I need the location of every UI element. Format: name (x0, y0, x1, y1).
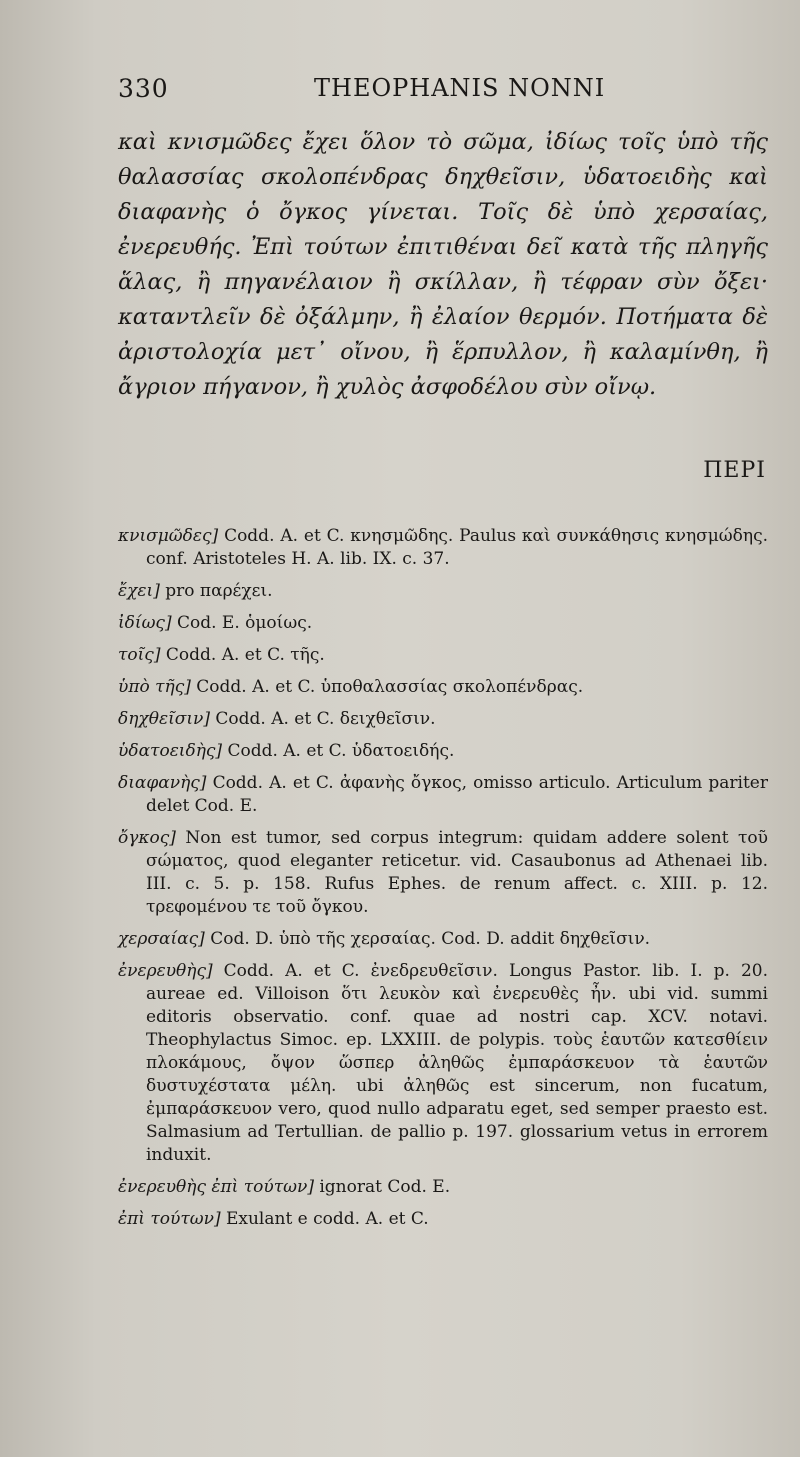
note-item (118, 580, 768, 603)
note-item (118, 1176, 768, 1199)
note-item (118, 644, 768, 667)
note-text: pro παρέχει. (165, 581, 273, 601)
note-item (118, 772, 768, 818)
note-lemma: ἰδίως] (118, 613, 172, 633)
note-text: Codd. A. et C. ἐνεδρευθεῖσιν. Longus Pastor. lib. I. p. 20. aureae ed. Villoison ὅτι λευκὸν καὶ ἐνερευθὲς ἦν. ubi vid. summi editoris observatio. conf. quae ad nostri cap. XCV. notavi. Theophylactus Simoc. ep. LXXIII. de polypis. τοὺς ἑαυτῶν κατεσθίειν πλοκάμους, ὄψον ὥσπερ ἀληθῶς ἐμπαράσκευον τὰ ἑαυτῶν δυστυχέστατα μέλη. ubi ἀληθῶς est sincerum, non fucatum, ἐμπαράσκευον vero, quod nullo adparatu eget, sed semper praesto est. Salmasium ad Tertullian. de pallio p. 197. glossarium vetus in errorem induxit. (146, 961, 769, 1165)
catchword: ΠΕΡΙ (703, 458, 766, 483)
page-header (118, 74, 758, 108)
note-lemma: κνισμῶδες] (118, 526, 219, 546)
note-text: Codd. A. et C. ὑδατοειδής. (227, 741, 455, 761)
note-item (118, 1208, 768, 1231)
note-text: Non est tumor, sed corpus integrum: quidam addere solent τοῦ σώματος, quod eleganter reticetur. vid. Casaubonus ad Athenaei lib. III. c. 5. p. 158. Rufus Ephes. de renum affect. c. XIII. p. 12. τρεφομένου τε τοῦ ὄγκου. (146, 828, 768, 917)
note-text: Exulant e codd. A. et C. (225, 1209, 429, 1229)
note-lemma: ἐνερευθὴς] (118, 961, 213, 981)
note-item (118, 928, 768, 951)
note-item (118, 708, 768, 731)
note-text: ignorat Cod. E. (319, 1177, 451, 1197)
note-item (118, 525, 768, 571)
note-lemma: ὄγκος] (118, 828, 176, 848)
note-item (118, 612, 768, 635)
note-text: Codd. A. et C. δειχθεῖσιν. (215, 709, 436, 729)
running-title: THEOPHANIS NONNI (314, 74, 606, 102)
note-lemma: διαφανὴς] (118, 773, 207, 793)
note-text: Codd. A. et C. ἀφανὴς ὄγκος, omisso articulo. Articulum pariter delet Cod. E. (146, 773, 768, 816)
note-text: Codd. A. et C. κνησμῶδης. Paulus καὶ συνκάθησις κνησμώδης. conf. Aristoteles H. A. lib. IX. c. 37. (146, 526, 768, 569)
page-number: 330 (118, 74, 169, 103)
note-lemma: ἔχει] (118, 581, 160, 601)
note-lemma: ὑπὸ τῆς] (118, 677, 191, 697)
apparatus-notes (118, 525, 768, 1240)
note-lemma: ὑδατοειδὴς] (118, 741, 223, 761)
note-item (118, 960, 768, 1167)
note-lemma: ἐνερευθὴς ἐπὶ τούτων] (118, 1177, 314, 1197)
note-lemma: ἐπὶ τούτων] (118, 1209, 221, 1229)
note-item (118, 827, 768, 919)
note-text: Cod. E. ὁμοίως. (177, 613, 313, 633)
note-lemma: τοῖς] (118, 645, 161, 665)
note-text: Cod. D. ὑπὸ τῆς χερσαίας. Cod. D. addit δηχθεῖσιν. (210, 929, 651, 949)
note-text: Codd. A. et C. ὑποθαλασσίας σκολοπένδρας. (196, 677, 584, 697)
note-text: Codd. A. et C. τῆς. (165, 645, 325, 665)
main-text: καὶ κνισμῶδες ἔχει ὅλον τὸ σῶμα, ἰδίως τοῖς ὑπὸ τῆς θαλασσίας σκολοπένδρας δηχθεῖσιν, ὑδατοειδὴς καὶ διαφανὴς ὁ ὄγκος γίνεται. Τοῖς δὲ ὑπὸ χερσαίας, ἐνερευθής. Ἐπὶ τούτων ἐπιτιθέναι δεῖ κατὰ τῆς πληγῆς ἅλας, ἢ πηγανέλαιον ἢ σκίλλαν, ἢ τέφραν σὺν ὄξει· καταντλεῖν δὲ ὀξάλμην, ἢ ἐλαίον θερμόν. Ποτήματα δὲ ἀριστολοχία μετ᾽ οἴνου, ἢ ἕρπυλλον, ἢ καλαμίνθη, ἢ ἄγριον πήγανον, ἢ χυλὸς ἀσφοδέλου σὺν οἴνῳ. (118, 129, 768, 400)
note-item (118, 740, 768, 763)
note-item (118, 676, 768, 699)
note-lemma: χερσαίας] (118, 929, 205, 949)
note-lemma: δηχθεῖσιν] (118, 709, 210, 729)
